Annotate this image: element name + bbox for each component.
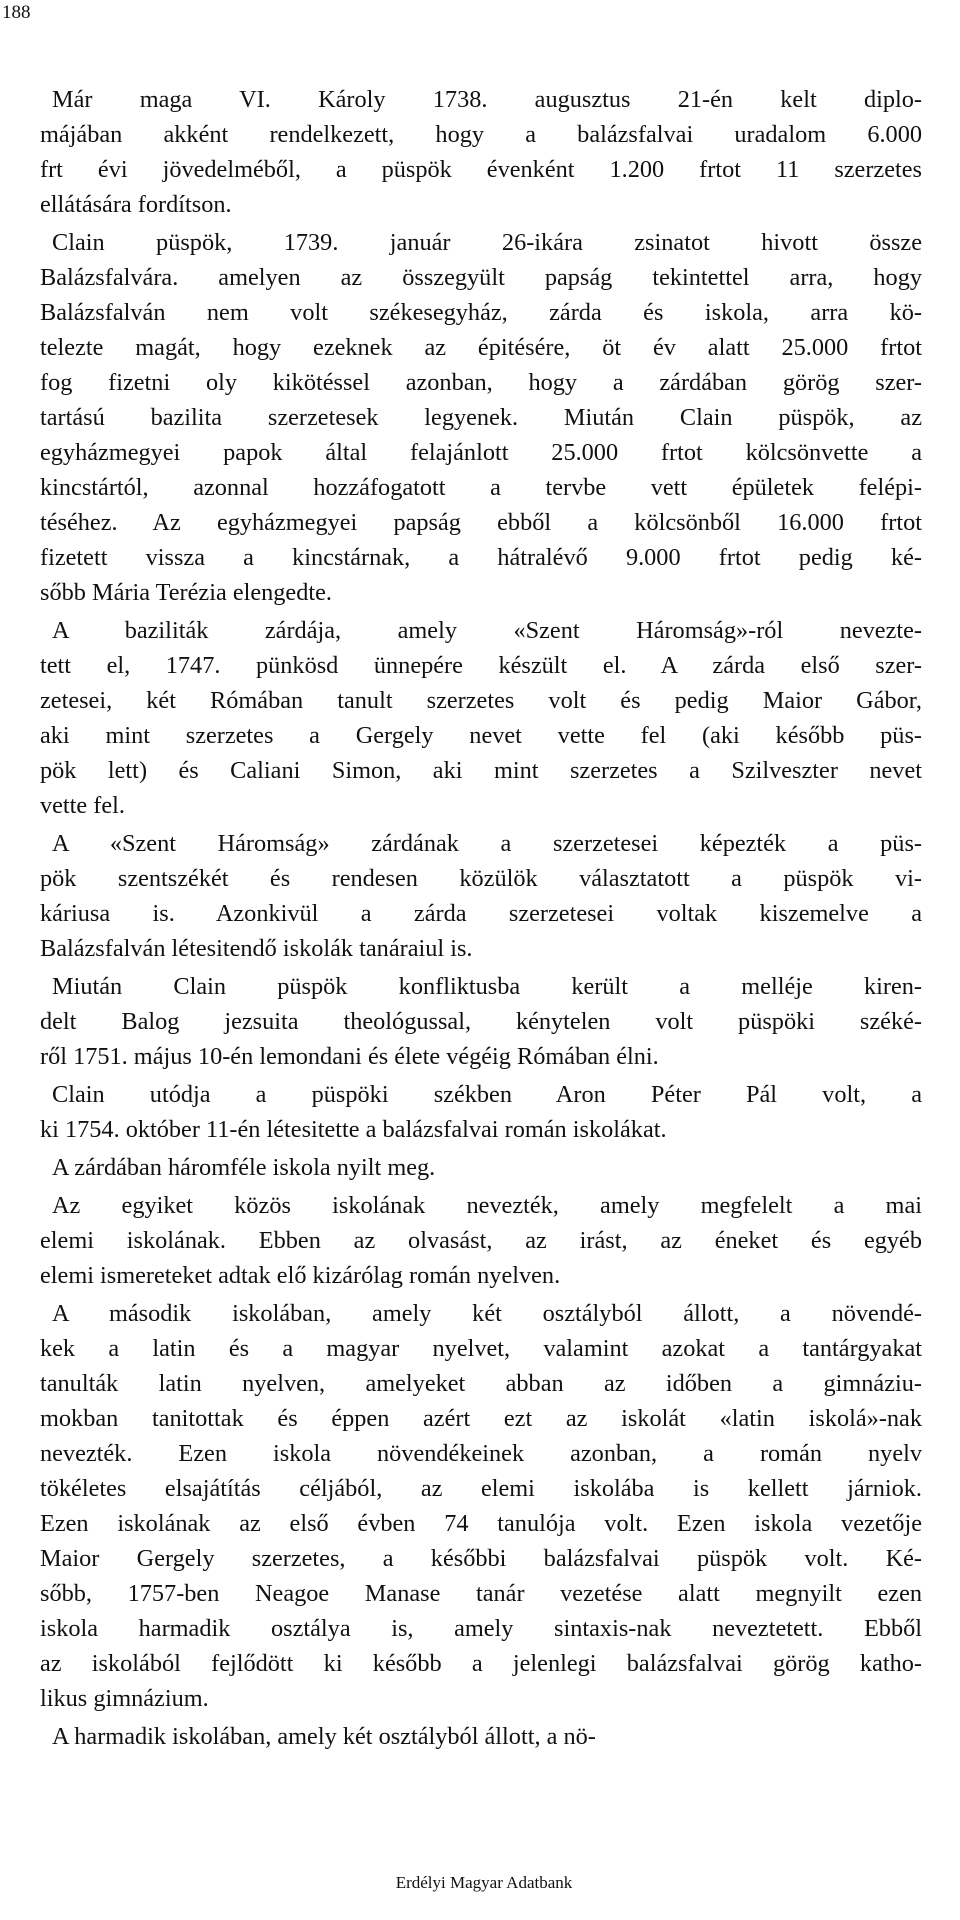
- text-line: tökéletes elsajátítás céljából, az elemi iskolába is kellett járniok.: [40, 1475, 922, 1502]
- text-line: Clain utódja a püspöki székben Aron Péter Pál volt, a: [52, 1081, 922, 1108]
- text-line: sőbb, 1757-ben Neagoe Manase tanár vezetése alatt megnyilt ezen: [40, 1580, 922, 1607]
- paragraph: [40, 613, 922, 823]
- text-line: pök lett) és Caliani Simon, aki mint szerzetes a Szilveszter nevet: [40, 757, 922, 784]
- paragraph: [40, 1150, 922, 1185]
- text-line: Ezen iskolának az első évben 74 tanulója volt. Ezen iskola vezetője: [40, 1510, 922, 1537]
- paragraph: [40, 1188, 922, 1293]
- text-line: kincstártól, azonnal hozzáfogatott a tervbe vett épületek felépi-: [40, 474, 922, 501]
- text-line: sőbb Mária Terézia elengedte.: [40, 579, 332, 606]
- text-line: A baziliták zárdája, amely «Szent Háromság»-ról neveztе-: [52, 617, 922, 644]
- text-line: nevezték. Ezen iskola növendékeinek azonban, a román nyelv: [40, 1440, 922, 1467]
- text-line: káriusa is. Azonkivül a zárda szerzetesei voltak kiszemelve a: [40, 900, 922, 927]
- text-line: Az egyiket közös iskolának nevezték, amely megfelelt a mai: [52, 1192, 922, 1219]
- text-line: A «Szent Háromság» zárdának a szerzetesei képezték a püs-: [52, 830, 922, 857]
- text-line: tanulták latin nyelven, amelyeket abban az időben a gimnáziu-: [40, 1370, 922, 1397]
- paragraph: [40, 1719, 922, 1754]
- text-line: tett el, 1747. pünkösd ünnepére készült el. A zárda első szer-: [40, 652, 922, 679]
- text-line: tartású bazilita szerzetesek legyenek. Miután Clain püspök, az: [40, 404, 922, 431]
- body-text: [40, 82, 922, 1757]
- text-line: Clain püspök, 1739. január 26-ikára zsinatot hivott össze: [52, 229, 922, 256]
- text-line: iskola harmadik osztálya is, amely sintaxis-nak neveztetett. Ebből: [40, 1615, 922, 1642]
- text-line: A második iskolában, amely két osztályból állott, a növendé-: [52, 1300, 922, 1327]
- paragraph: [40, 1077, 922, 1147]
- text-line: kek a latin és a magyar nyelvet, valamint azokat a tantárgyakat: [40, 1335, 922, 1362]
- text-line: telezte magát, hogy ezeknek az épitésére, öt év alatt 25.000 frtot: [40, 334, 922, 361]
- text-line: fog fizetni oly kikötéssel azonban, hogy a zárdában görög szer-: [40, 369, 922, 396]
- text-line: frt évi jövedelméből, a püspök évenként 1.200 frtot 11 szerzetes: [40, 156, 922, 183]
- text-line: téséhez. Az egyházmegyei papság ebből a kölcsönből 16.000 frtot: [40, 509, 922, 536]
- text-line: A harmadik iskolában, amely két osztályból állott, a nö-: [52, 1723, 596, 1750]
- text-line: májában akként rendelkezett, hogy a balázsfalvai uradalom 6.000: [40, 121, 922, 148]
- paragraph: [40, 225, 922, 610]
- text-line: egyházmegyei papok által felajánlott 25.000 frtot kölcsönvette a: [40, 439, 922, 466]
- text-line: vette fel.: [40, 792, 125, 819]
- paragraph: [40, 82, 922, 222]
- footer-watermark: Erdélyi Magyar Adatbank: [395, 1873, 573, 1892]
- text-line: Maior Gergely szerzetes, a későbbi balázsfalvai püspök volt. Ké-: [40, 1545, 922, 1572]
- text-line: mokban tanitottak és éppen azért ezt az iskolát «latin iskolá»-nak: [40, 1405, 922, 1432]
- text-line: elemi ismereteket adtak elő kizárólag román nyelven.: [40, 1262, 561, 1289]
- text-line: Balázsfalván létesitendő iskolák tanáraiul is.: [40, 935, 473, 962]
- text-line: Miután Clain püspök konfliktusba került a melléje kiren-: [52, 973, 922, 1000]
- page-number: 188: [2, 2, 31, 23]
- paragraph: [40, 1296, 922, 1716]
- text-line: ellátására fordítson.: [40, 191, 232, 218]
- text-line: aki mint szerzetes a Gergely nevet vette fel (aki később püs-: [40, 722, 922, 749]
- text-line: elemi iskolának. Ebben az olvasást, az irást, az éneket és egyéb: [40, 1227, 922, 1254]
- text-line: Már maga VI. Károly 1738. augusztus 21-én kelt diplo-: [52, 86, 922, 113]
- text-line: delt Balog jezsuita theológussal, kénytelen volt püspöki széké-: [40, 1008, 922, 1035]
- text-line: az iskolából fejlődött ki később a jelenlegi balázsfalvai görög katho-: [40, 1650, 922, 1677]
- text-line: pök szentszékét és rendesen közülök választatott a püspök vi-: [40, 865, 922, 892]
- paragraph: [40, 826, 922, 966]
- text-line: Balázsfalván nem volt székesegyház, zárda és iskola, arra kö-: [40, 299, 922, 326]
- text-line: Balázsfalvára. amelyen az összegyült papság tekintettel arra, hogy: [40, 264, 922, 291]
- text-line: A zárdában háromféle iskola nyilt meg.: [52, 1154, 436, 1181]
- text-line: ről 1751. május 10-én lemondani és élete végéig Rómában élni.: [40, 1043, 659, 1070]
- text-line: ki 1754. október 11-én létesitette a balázsfalvai román iskolákat.: [40, 1116, 667, 1143]
- text-line: likus gimnázium.: [40, 1685, 209, 1712]
- text-line: zetesei, két Rómában tanult szerzetes volt és pedig Maior Gábor,: [40, 687, 922, 714]
- paragraph: [40, 969, 922, 1074]
- text-line: fizetett vissza a kincstárnak, a hátralévő 9.000 frtot pedig ké-: [40, 544, 922, 571]
